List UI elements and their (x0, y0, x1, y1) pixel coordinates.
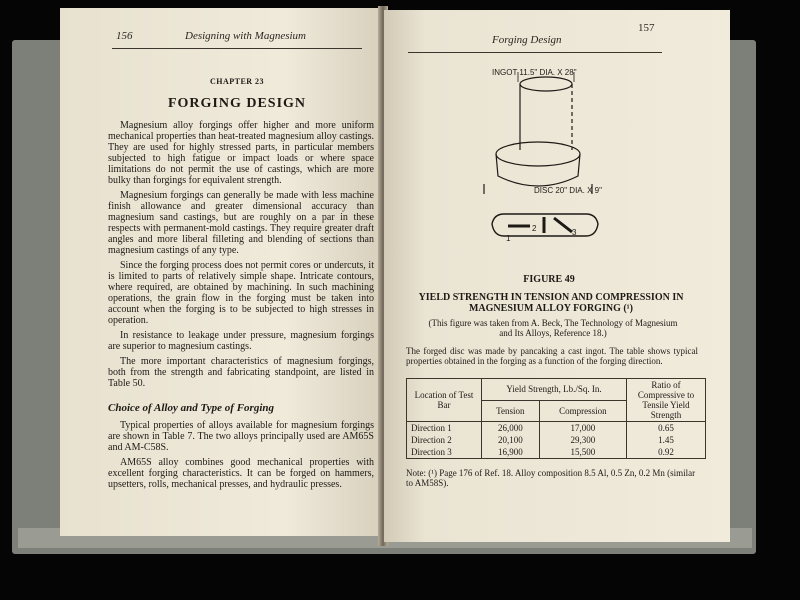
paragraph: AM65S alloy combines good mechanical properties with excellent forging characteristics. It can be forged on hammers, upsetters, rolls, mechanical presses, and hydraulic presses. (108, 457, 374, 490)
table-note: Note: (¹) Page 176 of Ref. 18. Alloy composition 8.5 Al, 0.5 Zn, 0.2 Mn (similar to AM58S). (406, 468, 696, 488)
left-header-rule (112, 48, 362, 49)
right-running-head: Forging Design (492, 34, 562, 46)
table-header-yield: Yield Strength, Lb./Sq. In. (482, 379, 627, 401)
table-cell: Direction 1 (407, 422, 482, 435)
table-cell: 26,000 (482, 422, 540, 435)
bar-label-3: 3 (572, 228, 577, 237)
table-cell: 17,000 (539, 422, 626, 435)
bar-label-2: 2 (532, 224, 537, 233)
table-cell: 20,100 (482, 434, 540, 446)
table-row (407, 434, 706, 446)
left-page-number: 156 (116, 30, 133, 42)
figure-source-note: (This figure was taken from A. Beck, The Technology of Magnesium and Its Alloys, Reference 18.) (428, 318, 678, 338)
table-cell: 0.65 (627, 422, 706, 435)
left-body (108, 120, 374, 494)
table-cell: 16,900 (482, 446, 540, 459)
table-header-tension: Tension (482, 400, 540, 422)
table-cell: 1.45 (627, 434, 706, 446)
table-cell: 29,300 (539, 434, 626, 446)
ingot-cylinder (520, 77, 572, 150)
chapter-title: FORGING DESIGN (167, 96, 307, 111)
table-header-compression: Compression (539, 400, 626, 422)
paragraph: In resistance to leakage under pressure, magnesium forgings are superior to magnesium castings. (108, 330, 374, 352)
bar-label-1: 1 (506, 234, 511, 243)
paragraph: The more important characteristics of magnesium forgings, both from the strength and fabricating standpoint, are listed in Table 50. (108, 356, 374, 389)
disc-label: DISC 20" DIA. X 9" (534, 186, 602, 195)
left-running-head: Designing with Magnesium (185, 30, 306, 42)
table-intro: The forged disc was made by pancaking a cast ingot. The table shows typical properties obtained in the forging as a function of the forging direction. (406, 346, 698, 366)
chapter-label: CHAPTER 23 (209, 77, 265, 86)
paragraph: Since the forging process does not permit cores or undercuts, it is limited to parts of relatively simple shape. Intricate contours, where required, are obtained by machining. In such machining operations, the grain flow in the forging must be taken into account when the forging is to be subjected to high stresses in operation. (108, 260, 374, 326)
test-bar-section (492, 214, 598, 236)
table-cell: Direction 2 (407, 434, 482, 446)
section-subheading: Choice of Alloy and Type of Forging (108, 402, 275, 414)
right-header-rule (408, 52, 662, 53)
paragraph: Typical properties of alloys available for magnesium forgings are shown in Table 7. The two alloys principally used are AM65S and AM-C58S. (108, 420, 374, 453)
table-header-location: Location of Test Bar (407, 379, 482, 422)
table-cell: 15,500 (539, 446, 626, 459)
yield-strength-table (406, 378, 706, 459)
right-page-number: 157 (638, 22, 655, 34)
paragraph: Magnesium forgings can generally be made with less machine finish allowance and greater dimensional accuracy than magnesium sand castings, but are roughly on a par in these respects with permanent-mold castings. They require greater draft angles and more liberal filleting and blending of sections than magnesium castings of any type. (108, 190, 374, 256)
forging-figure (454, 54, 654, 264)
ingot-label: INGOT 11.5" DIA. X 28" (492, 68, 577, 77)
figure-number: FIGURE 49 (523, 274, 575, 285)
table-row (407, 446, 706, 459)
table-header-ratio: Ratio of Compressive to Tensile Yield Strength (627, 379, 706, 422)
table-cell: 0.92 (627, 446, 706, 459)
left-page (60, 8, 382, 536)
right-page (384, 10, 730, 542)
table-row (407, 422, 706, 435)
paragraph: Magnesium alloy forgings offer higher and more uniform mechanical properties than heat-treated magnesium alloy castings. They are used for highly stressed parts, in particular members subjected to high fatigue or impact loads or where space limitations do not permit the use of castings, which are more bulky than forgings for equivalent strength. (108, 120, 374, 186)
table-cell: Direction 3 (407, 446, 482, 459)
figure-caption: YIELD STRENGTH IN TENSION AND COMPRESSION IN MAGNESIUM ALLOY FORGING (¹) (418, 292, 684, 314)
